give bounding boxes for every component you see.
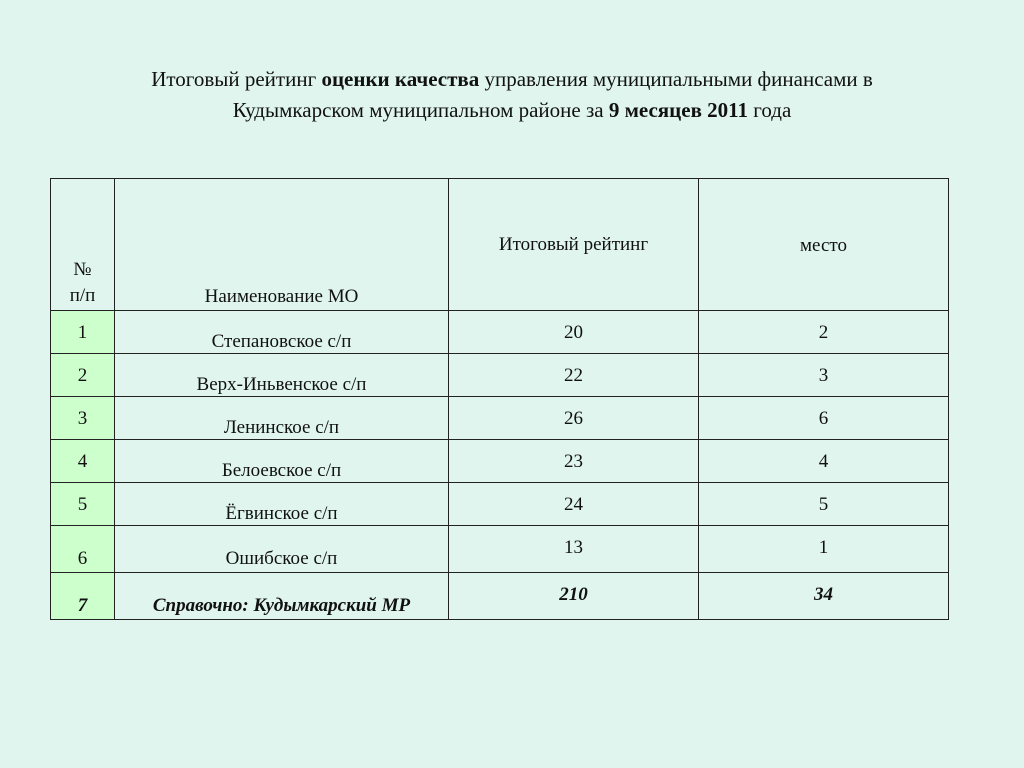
title-text: управления муниципальными финансами в bbox=[479, 67, 873, 91]
row-name: Степановское с/п bbox=[211, 331, 352, 352]
table-row bbox=[51, 483, 949, 526]
table-row bbox=[51, 311, 949, 354]
row-name: Белоевское с/п bbox=[221, 460, 342, 481]
summary-name-cell bbox=[115, 573, 449, 620]
row-num-cell bbox=[51, 397, 115, 440]
row-rating: 13 bbox=[564, 537, 583, 558]
row-rating: 26 bbox=[564, 408, 583, 429]
row-num: 3 bbox=[77, 408, 88, 429]
row-name-cell bbox=[115, 397, 449, 440]
header-rating: Итоговый рейтинг bbox=[498, 234, 649, 255]
row-name-cell bbox=[115, 440, 449, 483]
row-num-cell bbox=[51, 440, 115, 483]
row-rating-cell bbox=[449, 311, 699, 354]
summary-rating-cell bbox=[449, 573, 699, 620]
row-place-cell bbox=[699, 311, 949, 354]
row-num-cell bbox=[51, 526, 115, 573]
row-name: Ошибское с/п bbox=[225, 548, 338, 569]
row-place: 1 bbox=[818, 537, 829, 558]
row-rating-cell bbox=[449, 354, 699, 397]
row-num: 5 bbox=[77, 494, 88, 515]
row-num-cell bbox=[51, 354, 115, 397]
row-rating: 22 bbox=[564, 365, 583, 386]
header-name-cell bbox=[115, 179, 449, 311]
table-row bbox=[51, 440, 949, 483]
row-place: 3 bbox=[818, 365, 829, 386]
row-rating: 23 bbox=[564, 451, 583, 472]
title-period: 9 месяцев 2011 bbox=[608, 98, 749, 122]
row-place-cell bbox=[699, 354, 949, 397]
header-name: Наименование МО bbox=[204, 286, 359, 307]
table-row bbox=[51, 354, 949, 397]
row-place: 6 bbox=[818, 408, 829, 429]
row-rating: 20 bbox=[564, 322, 583, 343]
row-rating-cell bbox=[449, 526, 699, 573]
summary-name: Справочно: Кудымкарский МР bbox=[152, 595, 411, 616]
title-line-2 bbox=[40, 95, 984, 126]
row-name: Ёгвинское с/п bbox=[225, 503, 338, 524]
title-text: года bbox=[748, 98, 792, 122]
row-place-cell bbox=[699, 483, 949, 526]
table-header-row bbox=[51, 179, 949, 311]
row-num-cell bbox=[51, 483, 115, 526]
header-num-cell bbox=[51, 179, 115, 311]
table-row bbox=[51, 397, 949, 440]
row-place: 4 bbox=[818, 451, 829, 472]
header-rating-cell bbox=[449, 179, 699, 311]
title-emphasis: оценки качества bbox=[321, 67, 480, 91]
row-rating-cell bbox=[449, 483, 699, 526]
summary-place: 34 bbox=[814, 584, 833, 605]
header-num-pp: п/п bbox=[69, 285, 96, 306]
table-summary-row bbox=[51, 573, 949, 620]
row-num-cell bbox=[51, 311, 115, 354]
header-num-sign: № bbox=[73, 259, 92, 280]
row-num: 6 bbox=[77, 548, 88, 569]
row-name: Верх-Иньвенское с/п bbox=[196, 374, 367, 395]
row-rating-cell bbox=[449, 440, 699, 483]
row-num: 4 bbox=[77, 451, 88, 472]
header-place: место bbox=[800, 235, 847, 256]
row-num: 2 bbox=[77, 365, 88, 386]
row-place-cell bbox=[699, 526, 949, 573]
table-row bbox=[51, 526, 949, 573]
row-num: 1 bbox=[77, 322, 88, 343]
title-text: Кудымкарском муниципальном районе за bbox=[232, 98, 609, 122]
page-title bbox=[40, 64, 984, 126]
row-place-cell bbox=[699, 440, 949, 483]
row-place-cell bbox=[699, 397, 949, 440]
rating-table bbox=[50, 178, 949, 620]
row-name-cell bbox=[115, 354, 449, 397]
title-text: Итоговый рейтинг bbox=[151, 67, 322, 91]
row-rating-cell bbox=[449, 397, 699, 440]
row-name-cell bbox=[115, 526, 449, 573]
header-place-cell bbox=[699, 179, 949, 311]
summary-rating: 210 bbox=[559, 584, 588, 605]
summary-num: 7 bbox=[77, 595, 88, 616]
row-rating: 24 bbox=[564, 494, 583, 515]
row-place: 2 bbox=[818, 322, 829, 343]
row-name: Ленинское с/п bbox=[223, 417, 340, 438]
summary-place-cell bbox=[699, 573, 949, 620]
row-name-cell bbox=[115, 483, 449, 526]
row-name-cell bbox=[115, 311, 449, 354]
row-place: 5 bbox=[818, 494, 829, 515]
title-line-1 bbox=[40, 64, 984, 95]
summary-num-cell bbox=[51, 573, 115, 620]
